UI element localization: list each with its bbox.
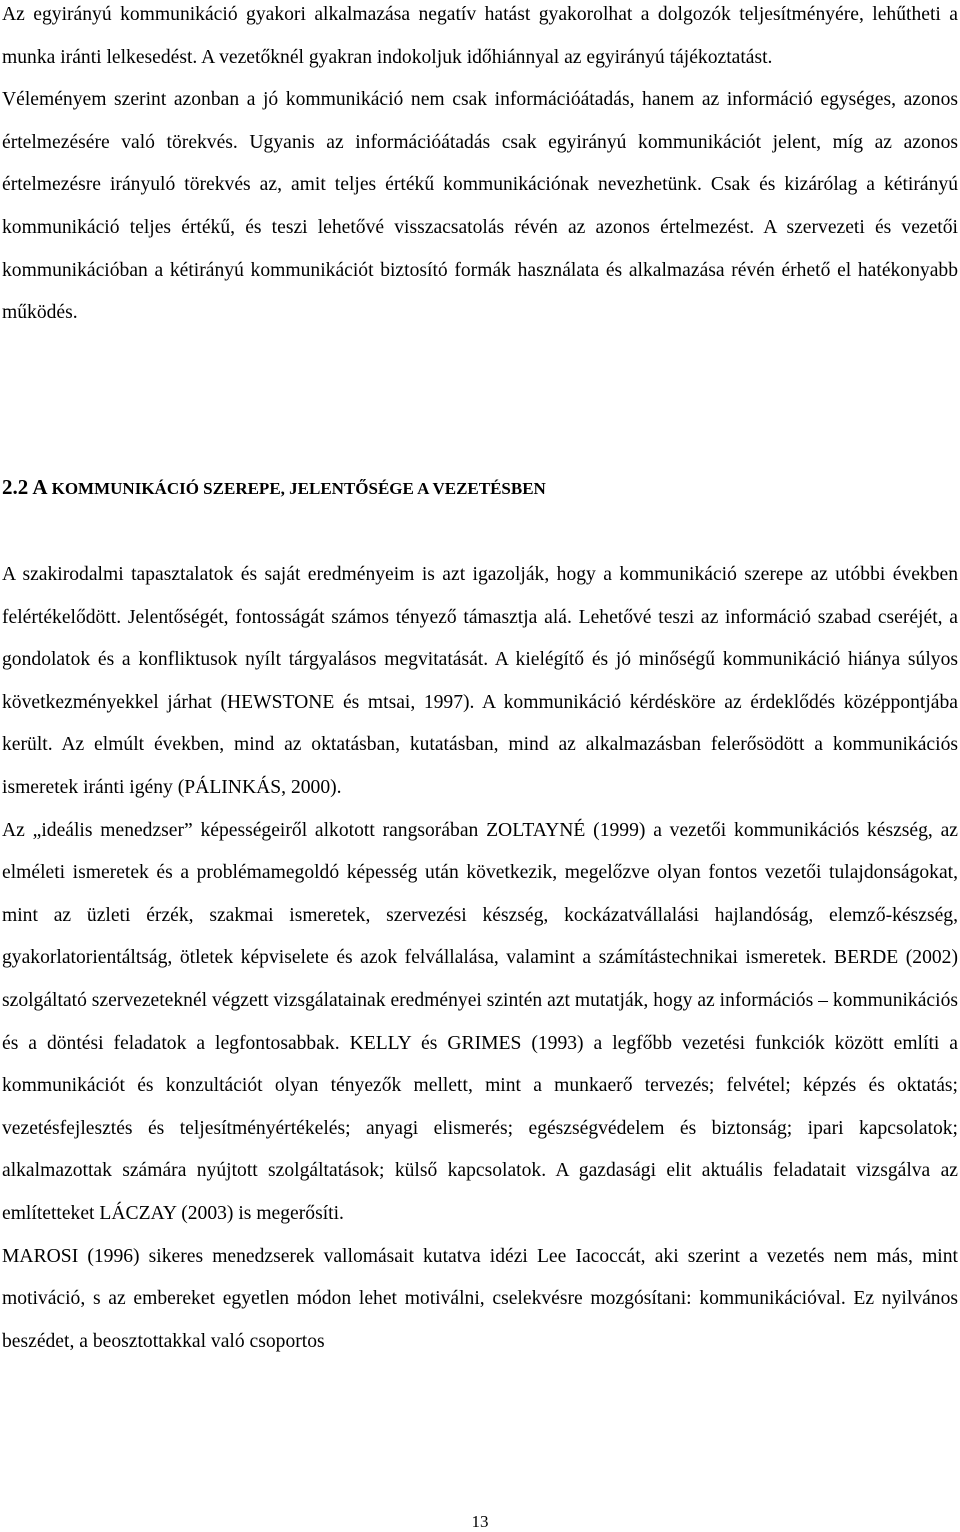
section-title: KOMMUNIKÁCIÓ SZEREPE, JELENTŐSÉGE A VEZETÉSBEN <box>51 479 546 498</box>
section-title-initial: A <box>32 475 47 499</box>
section-number: 2.2 <box>2 475 29 499</box>
section-heading <box>2 466 546 510</box>
paragraph: MAROSI (1996) sikeres menedzserek vallomásait kutatva idézi Lee Iacoccát, aki szerint a vezetés nem más, mint motiváció, s az embereket egyetlen módon lehet motiválni, cselekvésre mozgósítani: kommunikációval. Ez nyilvános beszédet, a beosztottakkal való csoportos <box>2 1245 958 1352</box>
paragraph: Az „ideális menedzser” képességeiről alkotott rangsorában ZOLTAYNÉ (1999) a vezetői kommunikációs készség, az elméleti ismeretek és a problémamegoldó képesség után következik, megelőzve olyan fontos vezetői tulajdonságokat, mint az üzleti érzék, szakmai ismeretek, szervezési készség, kockázatvállalási hajlandóság, elemző-készség, gyakorlatorientáltság, ötletek képviselete és azok felvállalása, valamint a számítástechnikai ismeretek. BERDE (2002) szolgáltató szervezeteknél végzett vizsgálatainak eredményei szintén azt mutatják, hogy az információs – kommunikációs és a döntési feladatok a legfontosabbak. KELLY és GRIMES (1993) a legfőbb vezetési funkciók között említi a kommunikációt és konzultációt olyan tényezők mellett, mint a munkaerő tervezés; felvétel; képzés és oktatás; vezetésfejlesztés és teljesítményértékelés; anyagi elismerés; egészségvédelem és biztonság; ipari kapcsolatok; alkalmazottak számára nyújtott szolgáltatások; külső kapcsolatok. A gazdasági elit aktuális feladatait vizsgálva az említetteket LÁCZAY (2003) is megerősíti. <box>2 819 958 1224</box>
page-number: 13 <box>471 1512 489 1531</box>
paragraph: Véleményem szerint azonban a jó kommunikáció nem csak információátadás, hanem az információ egységes, azonos értelmezésére való törekvés. Ugyanis az információátadás csak egyirányú kommunikációt jelent, míg az azonos értelmezésre irányuló törekvés az, amit teljes értékű kommunikációnak nevezhetünk. Csak és kizárólag a kétirányú kommunikáció teljes értékű, és teszi lehetővé visszacsatolás révén az azonos értelmezést. A szervezeti és vezetői kommunikációban a kétirányú kommunikációt biztosító formák használata és alkalmazása révén érhető el hatékonyabb működés. <box>2 89 958 324</box>
body-text-after-heading <box>2 554 958 1363</box>
paragraph: A szakirodalmi tapasztalatok és saját eredményeim is azt igazolják, hogy a kommunikáció szerepe az utóbbi években felértékelődött. Jelentőségét, fontosságát számos tényező támasztja alá. Lehetővé teszi az információ szabad cseréjét, a gondolatok és a konfliktusok nyílt tárgyalásos megvitatását. A kielégítő és jó minőségű kommunikáció hiánya súlyos következményekkel járhat (HEWSTONE és mtsai, 1997). A kommunikáció kérdésköre az érdeklődés középpontjába került. Az elmúlt években, mind az oktatásban, kutatásban, mind az alkalmazásban felerősödött a kommunikációs ismeretek iránti igény (PÁLINKÁS, 2000). <box>2 564 958 798</box>
paragraph: Az egyirányú kommunikáció gyakori alkalmazása negatív hatást gyakorolhat a dolgozók teljesítményére, lehűtheti a munka iránti lelkesedést. A vezetőknél gyakran indokoljuk időhiánnyal az egyirányú tájékoztatást. <box>2 4 958 68</box>
body-text-before-heading <box>2 0 958 335</box>
